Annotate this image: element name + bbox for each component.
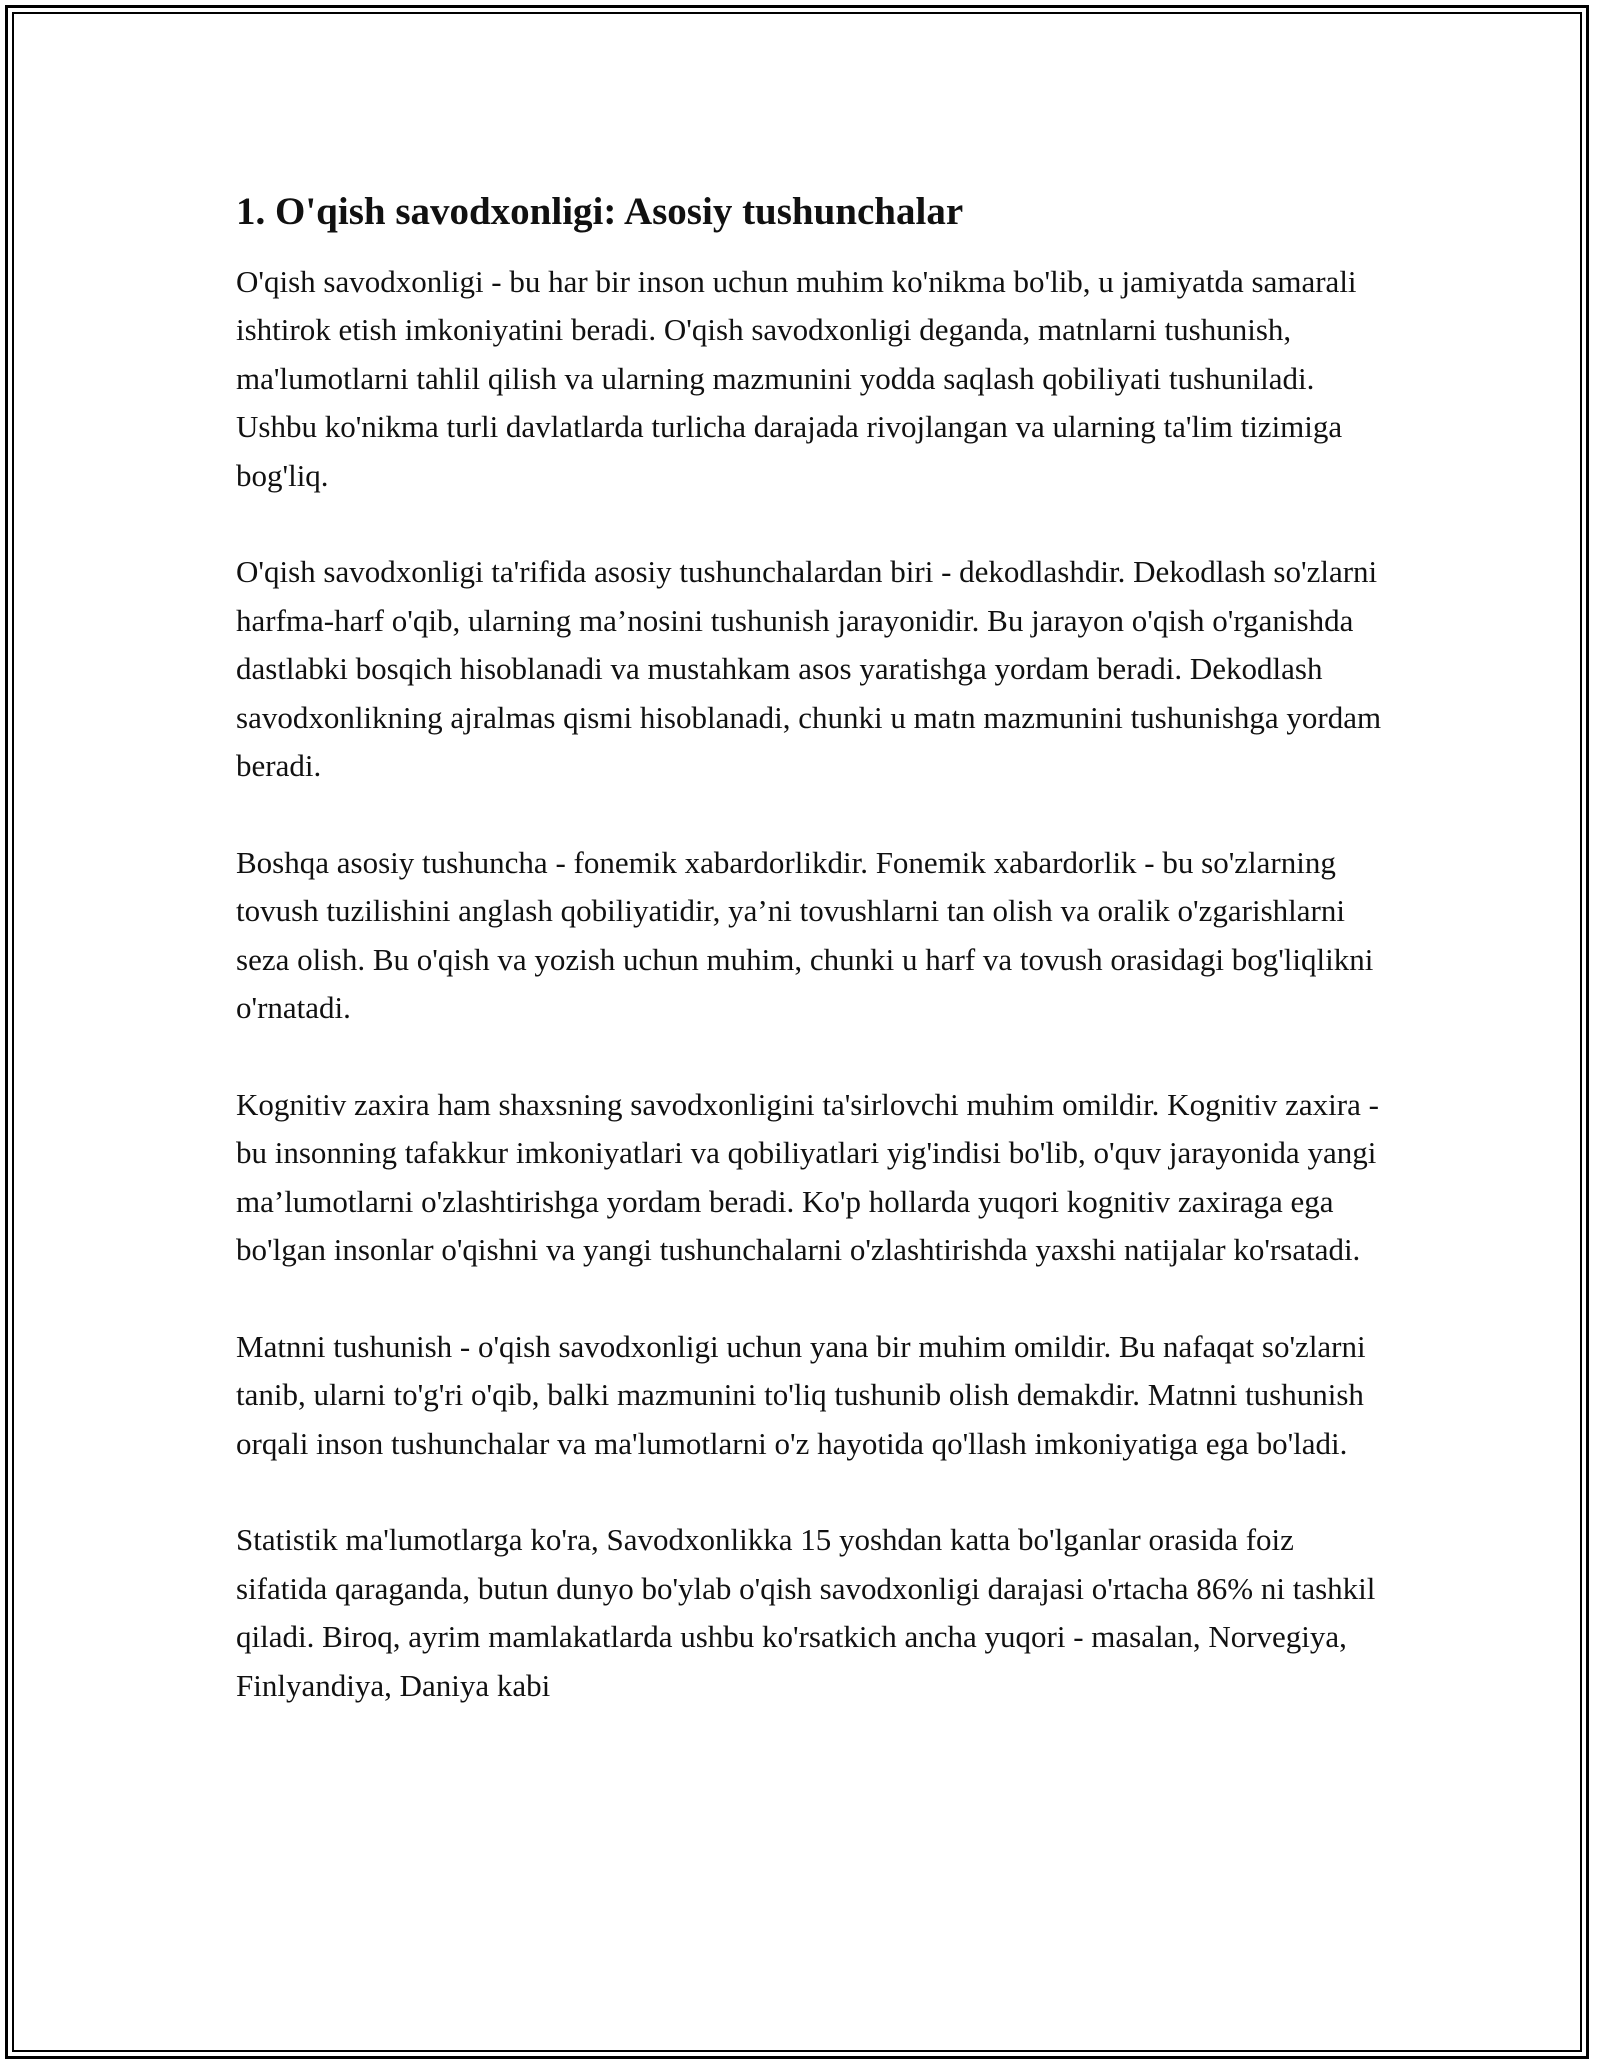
page-content [236,186,1386,1759]
page-title: 1. O'qish savodxonligi: Asosiy tushunchalar [236,190,964,233]
paragraph-reading-literacy: O'qish savodxonligi - bu har bir inson uchun muhim ko'nikma bo'lib, u jamiyatda samarali ishtirok etish imkoniyatini beradi. O'qish savodxonligi deganda, matnlarni tushunish, ma'lumotlarni tahlil qilish va ularning mazmunini yodda saqlash qobiliyati tushuniladi. Ushbu ko'nikma turli davlatlarda turlicha darajada rivojlangan va ularning ta'lim tizimiga bog'liq. [236,264,1357,493]
paragraph-decoding: O'qish savodxonligi ta'rifida asosiy tushunchalardan biri - dekodlashdir. Dekodlash so'zlarni harfma-harf o'qib, ularning ma’nosini tushunish jarayonidir. Bu jarayon o'qish o'rganishda dastlabki bosqich hisoblanadi va mustahkam asos yaratishga yordam beradi. Dekodlash savodxonlikning ajralmas qismi hisoblanadi, chunki u matn mazmunini tushunishga yordam beradi. [236,554,1382,784]
paragraph-phonemic-awareness: Boshqa asosiy tushuncha - fonemik xabardorlikdir. Fonemik xabardorlik - bu so'zlarning tovush tuzilishini anglash qobiliyatidir, ya’ni tovushlarni tan olish va oralik o'zgarishlarni seza olish. Bu o'qish va yozish uchun muhim, chunki u harf va tovush orasidagi bog'liqlikni o'rnatadi. [236,844,1374,1026]
paragraph-text-comprehension: Matnni tushunish - o'qish savodxonligi uchun yana bir muhim omildir. Bu nafaqat so'zlarni tanib, ularni to'g'ri o'qib, balki mazmunini to'liq tushunib olish demakdir. Matnni tushunish orqali inson tushunchalar va ma'lumotlarni o'z hayotida qo'llash imkoniyatiga ega bo'ladi. [236,1328,1366,1461]
paragraph-statistics: Statistik ma'lumotlarga ko'ra, Savodxonlikka 15 yoshdan katta bo'lganlar orasida foiz sifatida qaraganda, butun dunyo bo'ylab o'qish savodxonligi darajasi o'rtacha 86% ni tashkil qiladi. Biroq, ayrim mamlakatlarda ushbu ko'rsatkich ancha yuqori - masalan, Norvegiya, Finlyandiya, Daniya kabi [236,1522,1376,1703]
paragraph-cognitive-reserve: Kognitiv zaxira ham shaxsning savodxonligini ta'sirlovchi muhim omildir. Kognitiv zaxira - bu insonning tafakkur imkoniyatlari va qobiliyatlari yig'indisi bo'lib, o'quv jarayonida yangi ma’lumotlarni o'zlashtirishga yordam beradi. Ko'p hollarda yuqori kognitiv zaxiraga ega bo'lgan insonlar o'qishni va yangi tushunchalarni o'zlashtirishda yaxshi natijalar ko'rsatadi. [236,1086,1379,1268]
